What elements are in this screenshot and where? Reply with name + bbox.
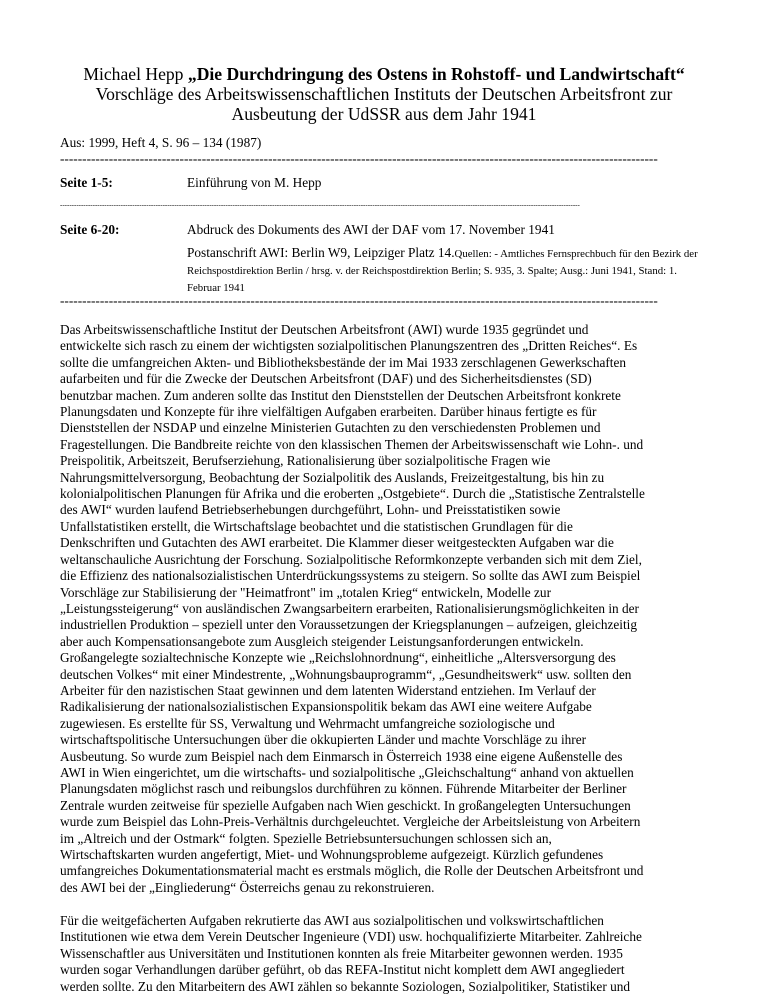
paragraph-line: aber auch Kompensationsangebote zum Ausgleich steigender Leistungsanforderungen entwickeln. [60,633,584,649]
paragraph-line: Dienststellen der NSDAP und einzelne Ministerien Gutachten zu den verschiedensten Problemen und [60,420,601,436]
paragraph-line: umfangreiches Dokumentationsmaterial macht es erstmals möglich, die Rolle der Deutschen Arbeitsfront und [60,863,644,879]
paragraph-line: benutzbar machen. Zum anderen sollte das Institut den Dienststellen der Deutschen Arbeitsfront konkrete [60,387,621,403]
paragraph-line: Unfallstatistiken erstellt, die Wirtschaftslage beobachtet und die statistischen Grundlagen für die [60,518,573,534]
paragraph-line: des AWI“ wurden laufend Betriebserhebungen durchgeführt, Lohn- und Preisstatistiken sowie [60,502,561,518]
paragraph-line: Für die weitgefächerten Aufgaben rekrutierte das AWI aus sozialpolitischen und volkswirtschaftlichen [60,913,604,928]
divider-3: --------------------------------------------------------------------------------------------------------------------------------------- [60,294,658,308]
paragraph-line: Wissenschaftler aus Universitäten und Institutionen konnten als freie Mitarbeiter gewonnen werden. 1935 [60,945,623,961]
paragraph-line: Radikalisierung der nationalsozialistischen Expansionspolitik bekam das AWI eine weitere Aufgabe [60,699,592,715]
paragraph-line: Institutionen wie etwa dem Verein Deutscher Ingenieure (VDI) usw. hochqualifizierte Mitarbeiter. Zahlreiche [60,929,642,945]
paragraph-line: Vorschläge zur Stabilisierung der "Heimatfront" im „totalen Krieg“ entwickeln, Modelle zur [60,584,551,600]
paragraph-line: entwickelte sich rasch zu einem der wichtigsten sozialpolitischen Planungszentren des „Dritten Reiches“. Es [60,338,638,354]
paragraph-line: werden sollte. Zu den Mitarbeitern des AWI zählen so bekannte Soziologen, Sozialpolitiker, Statistiker und [60,978,631,994]
paragraph-line: „Leistungssteigerung“ von ausländischen Zwangsarbeitern erarbeiten, Rationalisierungsmöglichkeiten in der [60,600,639,616]
title-line-3: Ausbeutung der UdSSR aus dem Jahr 1941 [231,104,537,124]
paragraph-line: wirtschaftspolitische Untersuchungen über die okkupierten Länder und machte Vorschläge zu ihrer [60,732,587,748]
paragraph-line: weltanschauliche Ausrichtung der Forschung. Sozialpolitische Reformkonzepte verbanden sich mit dem Ziel, [60,551,642,567]
paragraph-line: Planungsdaten und Konzepte für ihre vielfältigen Aufgaben erarbeiten. Darüber hinaus fertigte es für [60,404,597,420]
divider-1: --------------------------------------------------------------------------------------------------------------------------------------- [60,152,658,166]
title-line-2: Vorschläge des Arbeitswissenschaftlichen Instituts der Deutschen Arbeitsfront zur [95,84,673,104]
document-title [40,64,728,124]
paragraph-line: Ausbeutung. So wurde zum Beispiel nach dem Einmarsch in Österreich 1938 eine eigene Außenstelle des [60,748,623,764]
paragraph-line: Nahrungsmittelversorgung, Beobachtung der Sozialpolitik des Auslands, Freizeitgestaltung, bis hin zu [60,469,605,485]
paragraph-line: die Effizienz des nationalsozialistischen Unterdrückungssystems zu steigern. So sollte das AWI zum Beispiel [60,568,641,584]
section-label: Seite 1-5: [60,175,113,190]
section-text: Einführung von M. Hepp [187,175,322,190]
paragraph-line: Zentrale wurden zeitweise für spezielle Aufgaben nach Wien geschickt. In großangelegten Untersuchungen [60,797,631,813]
paragraph-line: zugewiesen. Es erstellte für SS, Verwaltung und Wehrmacht umfangreiche soziologische und [60,715,555,731]
paragraph-line: Arbeiter für den nazistischen Staat gewinnen und dem latenten Widerstand entziehen. Im Verlauf der [60,682,596,698]
section-text: Abdruck des Dokuments des AWI der DAF vom 17. November 1941 [187,222,555,237]
title-author: Michael Hepp [83,64,188,84]
postanschrift-block [187,245,707,296]
paragraph-line: sollte die umfangreichen Akten- und Bibliotheksbestände der im Mai 1933 zerschlagenen Gewerkschaften [60,354,627,370]
paragraph-line: industriellen Produktion – speziell unter den Voraussetzungen der Kriegsplanungen – aufzeigen, gleichzeitig [60,617,638,633]
paragraph-line: Planungsdaten möglichst rasch und reibungslos durchführen zu können. Führende Mitarbeiter der Berliner [60,781,627,797]
paragraph-line: wurden sogar Verhandlungen darüber geführt, ob das REFA-Institut nicht komplett dem AWI angegliedert [60,962,625,978]
paragraph-line: kolonialpolitischen Planungen für Afrika und die eroberten „Ostgebiete“. Durch die „Statistische Zentralstelle [60,486,645,502]
paragraph-2 [60,913,710,995]
source-line: Aus: 1999, Heft 4, S. 96 – 134 (1987) [60,135,262,150]
postanschrift-address: Postanschrift AWI: Berlin W9, Leipziger Platz 14. [187,245,455,260]
paragraph-line: des AWI bei der „Eingliederung“ Österreichs genau zu rekonstruieren. [60,879,435,895]
paragraph-line: Das Arbeitswissenschaftliche Institut der Deutschen Arbeitsfront (AWI) wurde 1935 gegründet und [60,322,589,337]
postanschrift-source: Quellen: - Amtliches Fernsprechbuch für den Bezirk der Reichspostdirektion Berlin / hrsg. v. der Reichspostdirektion Berlin; S. 935, 3. Spalte; Ausg.: Juni 1941, Stand: 1. Februar 1941 [187,248,698,294]
paragraph-line: aufarbeiten und für die Zwecke der Deutschen Arbeitsfront (DAF) und des Sicherheitsdienstes (SD) [60,371,592,387]
paragraph-line: Großangelegte sozialtechnische Konzepte wie „Reichslohnordnung“, einheitliche „Altersversorgung des [60,650,616,666]
paragraph-line: im „Altreich und der Ostmark“ folgten. Spezielle Betriebsuntersuchungen schlossen sich an, [60,830,552,846]
paragraph-line: Wirtschaftskarten wurden angefertigt, Miet- und Wohnungsprobleme aufgezeigt. Kürzlich gefundenes [60,847,604,862]
paragraph-line: Denkschriften und Gutachten des AWI erarbeitet. Die Klammer dieser weitgesteckten Aufgaben war die [60,535,614,551]
title-main: „Die Durchdringung des Ostens in Rohstoff- und Landwirtschaft“ [187,64,685,84]
paragraph-line: deutschen Volkes“ mit einer Mindestrente, „Wohnungsbauprogramm“, „Gesundheitswerk“ usw. sollten den [60,666,632,682]
paragraph-line: AWI in Wien eingerichtet, um die wirtschafts- und sozialpolitische „Gleichschaltung“ anhand von aktuellen [60,764,634,780]
paragraph-line: wurde zum Beispiel das Lohn-Preis-Verhältnis durchgeleuchtet. Vergleiche der Arbeitsleistung von Arbeitern [60,814,641,830]
divider-2: ------------------------------------------------------------------------------------------------------------------------------------------------------------------------------------------------------------------------------- [60,201,580,209]
paragraph-1 [60,322,710,896]
paragraph-line: Fragestellungen. Die Bandbreite reichte von den klassischen Themen der Arbeitswissenschaft wie Lohn-. und [60,436,644,452]
section-label: Seite 6-20: [60,222,120,237]
title-line-1 [40,64,728,84]
paragraph-line: Preispolitik, Arbeitszeit, Berufserziehung, Rationalisierung über sozialpolitische Fragen wie [60,453,551,469]
